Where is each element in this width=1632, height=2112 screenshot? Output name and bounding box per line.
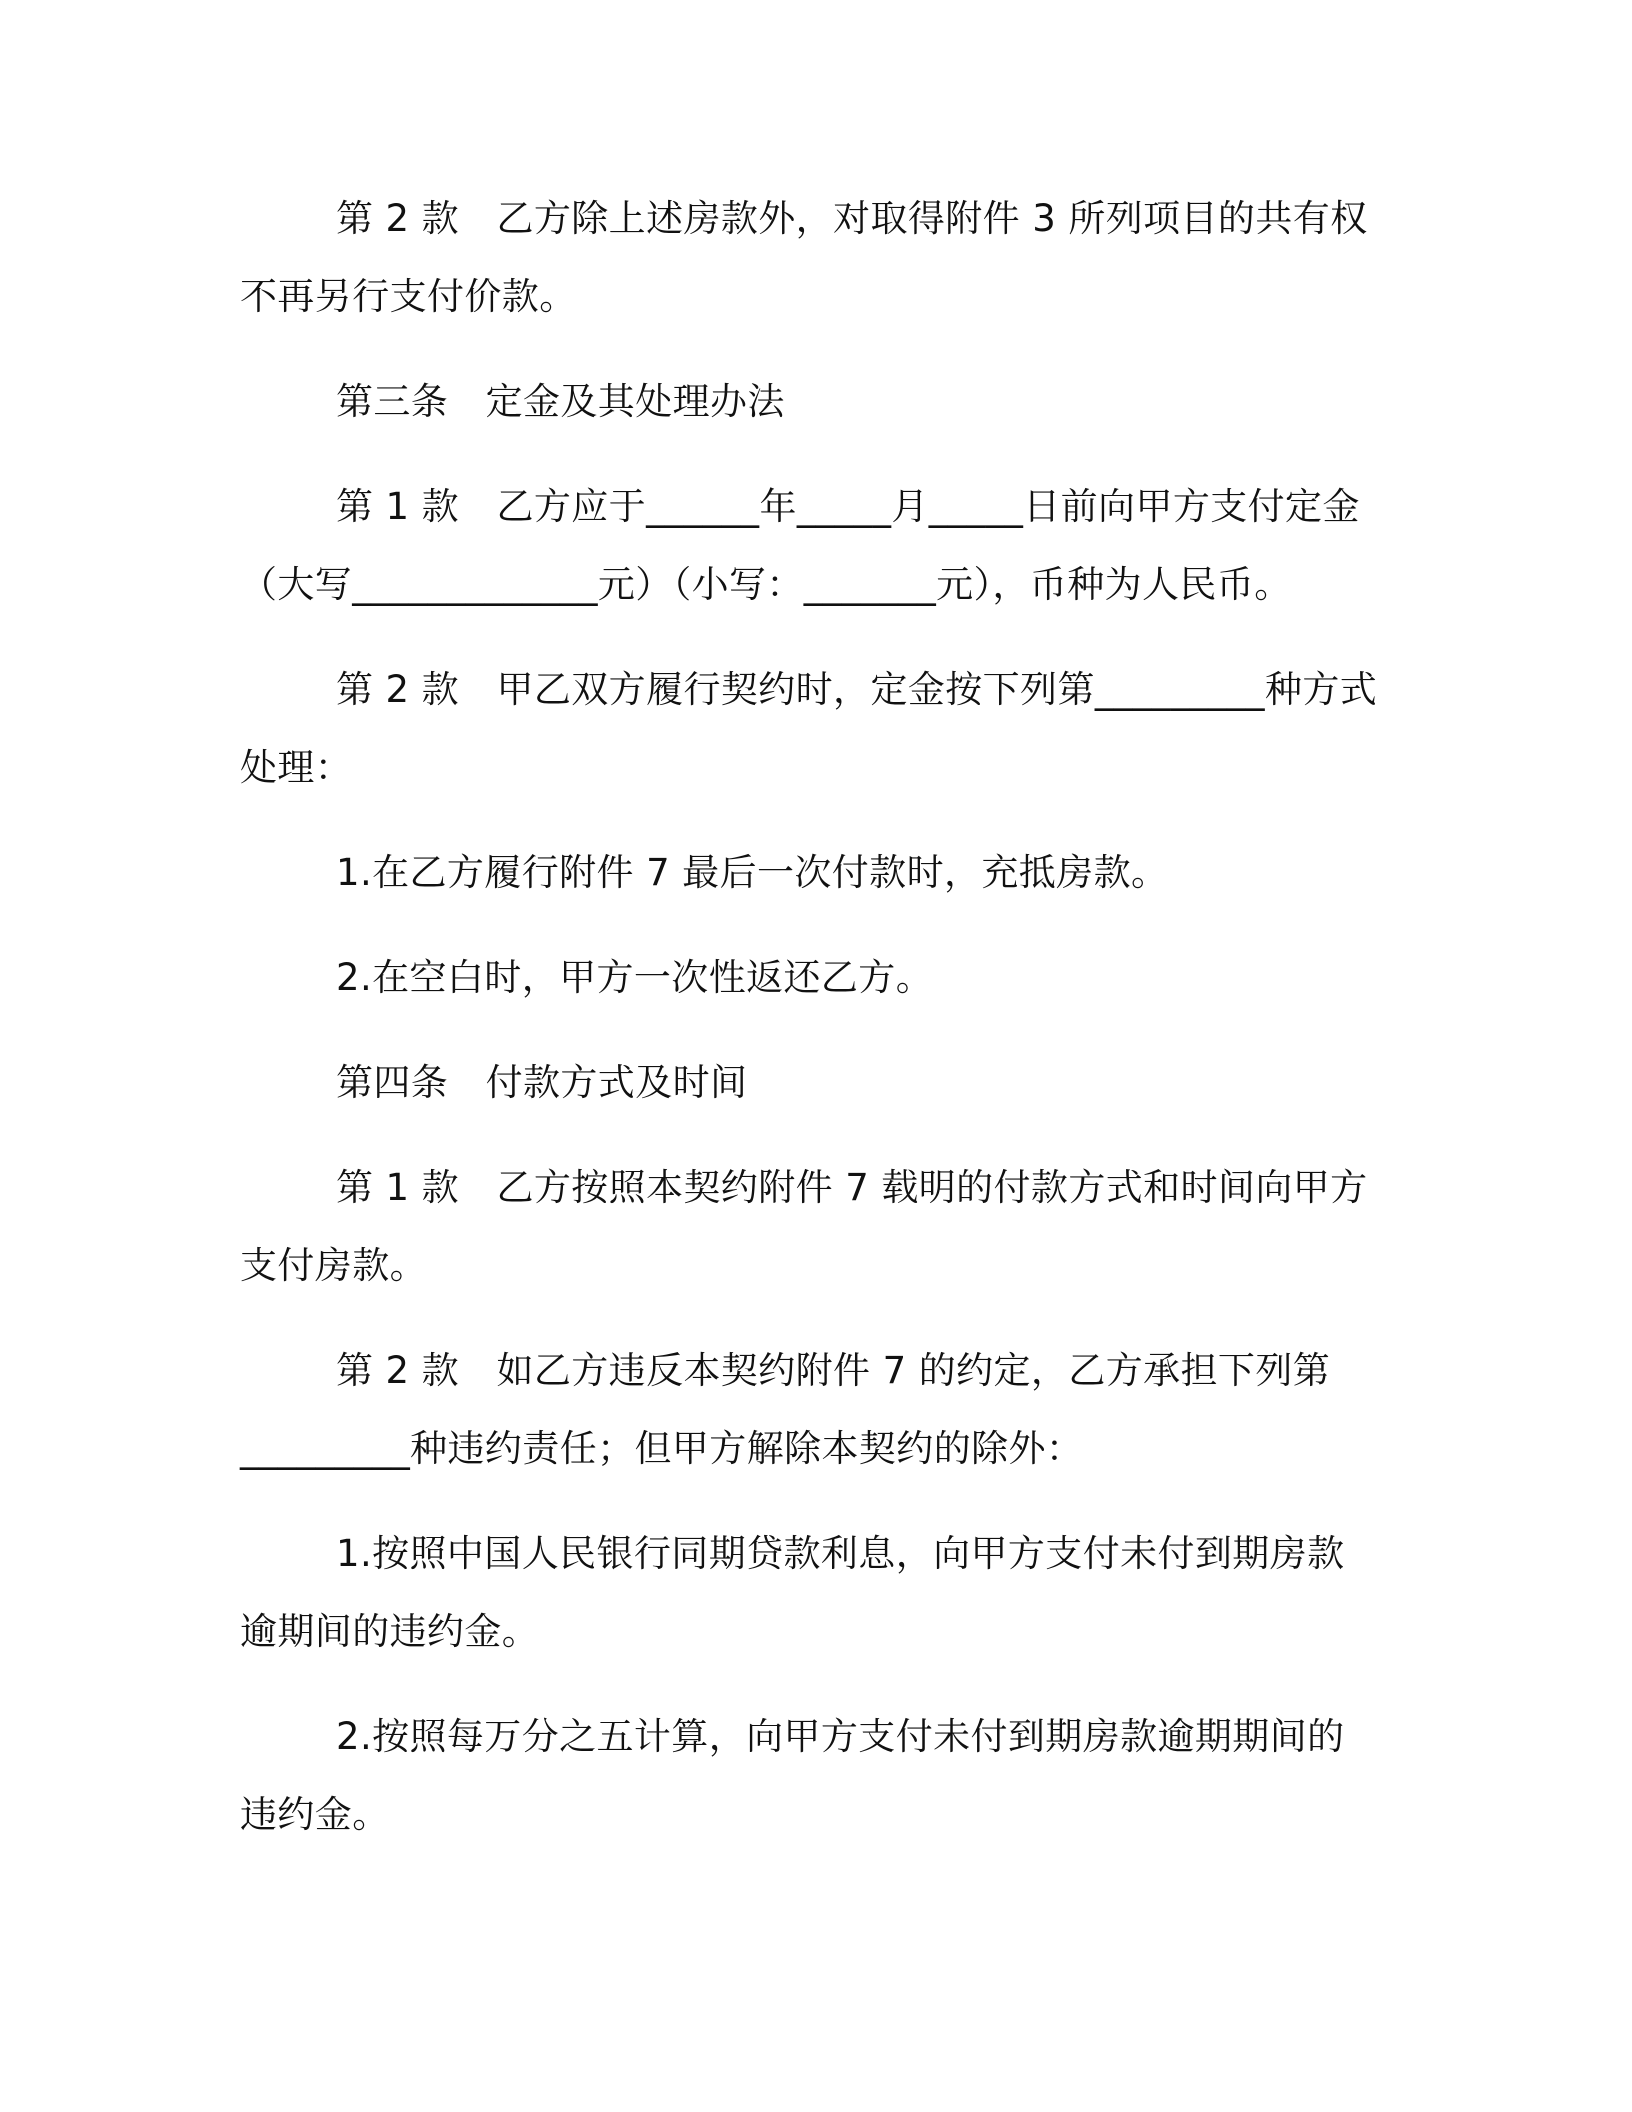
heading-article-4: 第四条 付款方式及时间 bbox=[336, 1061, 748, 1104]
list-item-deposit-option-2: 2.在空白时，甲方一次性返还乙方。 bbox=[336, 956, 934, 999]
paragraph-payment-clause-2: 第 2 款 如乙方违反本契约附件 7 的约定，乙方承担下列第_________种违约责任；但甲方解除本契约的除外： bbox=[240, 1349, 1331, 1470]
list-item-deposit-option-1: 1.在乙方履行附件 7 最后一次付款时，充抵房款。 bbox=[336, 851, 1169, 894]
document-body bbox=[240, 180, 1380, 1881]
paragraph-clause-2-price: 第 2 款 乙方除上述房款外，对取得附件 3 所列项目的共有权不再另行支付价款。 bbox=[240, 197, 1368, 318]
list-item-penalty-option-1: 1.按照中国人民银行同期贷款利息，向甲方支付未付到期房款逾期间的违约金。 bbox=[240, 1532, 1345, 1653]
paragraph-deposit-clause-1: 第 1 款 乙方应于______年_____月_____日前向甲方支付定金（大写_____________元）（小写：_______元），币种为人民币。 bbox=[240, 485, 1360, 606]
heading-article-3: 第三条 定金及其处理办法 bbox=[336, 380, 785, 423]
paragraph-payment-clause-1: 第 1 款 乙方按照本契约附件 7 载明的付款方式和时间向甲方支付房款。 bbox=[240, 1166, 1368, 1287]
list-item-penalty-option-2: 2.按照每万分之五计算，向甲方支付未付到期房款逾期期间的违约金。 bbox=[240, 1715, 1345, 1836]
paragraph-deposit-clause-2: 第 2 款 甲乙双方履行契约时，定金按下列第_________种方式处理： bbox=[240, 668, 1378, 789]
